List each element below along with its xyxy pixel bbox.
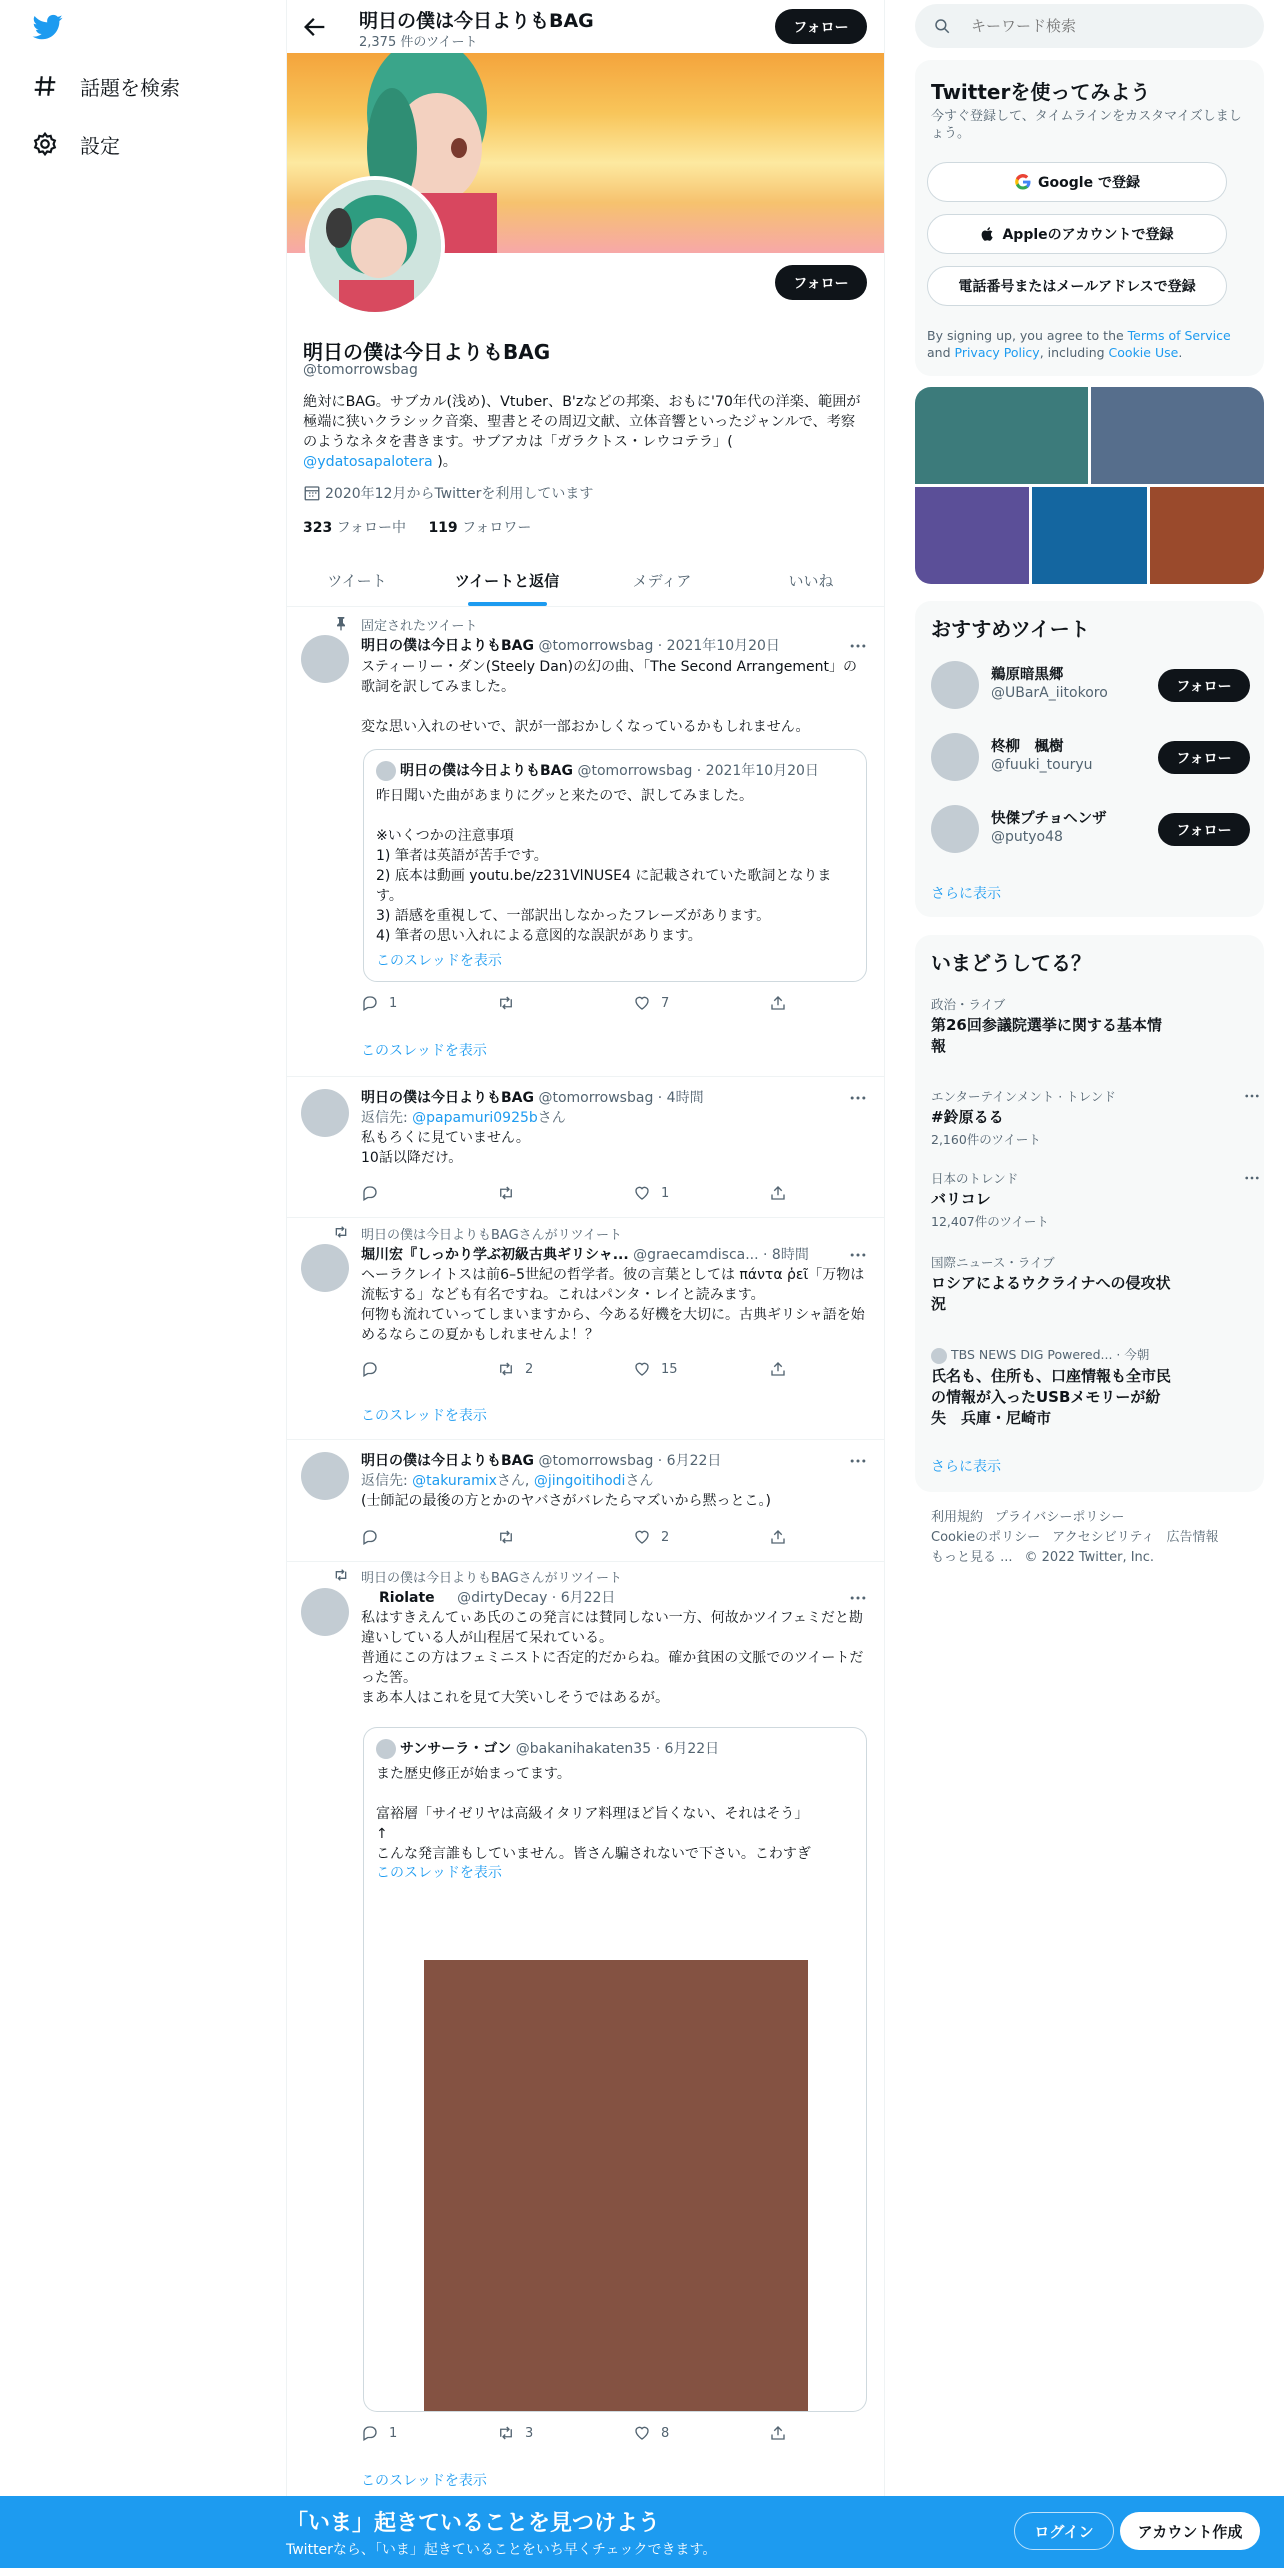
reply-suffix: さん <box>537 1110 566 1126</box>
tab-active-indicator <box>468 602 547 606</box>
trend-item[interactable] <box>931 1087 1251 1148</box>
signup-legal <box>927 327 1253 361</box>
bio-end: )。 <box>432 454 457 470</box>
retweet-context-icon <box>333 1567 349 1583</box>
retweet-button[interactable] <box>497 1184 525 1202</box>
recommended-follow-button[interactable]: フォロー <box>1158 669 1250 702</box>
retweet-context-icon <box>333 1224 349 1240</box>
footer-links <box>931 1508 1261 1568</box>
like-button[interactable] <box>633 994 669 1012</box>
retweet-button[interactable] <box>497 994 525 1012</box>
retweet-button[interactable] <box>497 1360 533 1378</box>
retweet-count: 2 <box>525 1361 534 1377</box>
footer-privacy[interactable]: プライバシーポリシー <box>995 1510 1125 1525</box>
recommended-follow-button[interactable]: フォロー <box>1158 741 1250 774</box>
trend-item[interactable] <box>931 995 1251 1057</box>
reply-count: 1 <box>389 995 398 1011</box>
privacy-link[interactable]: Privacy Policy <box>954 345 1040 360</box>
avatar[interactable] <box>931 661 979 709</box>
quoted-tweet[interactable] <box>363 749 867 982</box>
heart-icon <box>633 1360 651 1378</box>
recommended-show-more[interactable]: さらに表示 <box>931 886 1001 902</box>
legal-text-4: . <box>1178 345 1183 360</box>
trend-item[interactable] <box>931 1253 1251 1315</box>
apple-signup-label: Appleのアカウントで登録 <box>1002 227 1174 243</box>
profile-name: 明日の僕は今日よりもBAG <box>303 340 551 364</box>
share-icon <box>769 1528 787 1546</box>
tweet-text: (士師記の最後の方とかのヤバさがバレたらマズいから黙っとこ。) <box>361 1493 771 1509</box>
quote-meta: @tomorrowsbag · 2021年10月20日 <box>573 763 819 779</box>
bottom-signup-bar <box>0 2496 1284 2568</box>
back-arrow-icon[interactable] <box>301 13 329 41</box>
signup-button[interactable]: アカウント作成 <box>1120 2512 1260 2550</box>
trend-meta: 日本のトレンド <box>931 1171 1019 1186</box>
trend-title: 第26回参議院選挙に関する基本情報 <box>931 1016 1162 1055</box>
author-name[interactable]: Riolate <box>379 1590 435 1606</box>
reply-to <box>361 1108 866 1128</box>
avatar-artwork <box>309 180 441 312</box>
nav-explore[interactable] <box>32 64 180 108</box>
signup-title: Twitterを使ってみよう <box>931 80 1151 104</box>
gallery-image[interactable] <box>915 387 1088 484</box>
cookie-link[interactable]: Cookie Use <box>1108 345 1179 360</box>
google-icon <box>1014 173 1032 191</box>
quote-author: サンサーラ・ゴン <box>400 1741 512 1757</box>
quote-avatar <box>376 1739 396 1759</box>
reply-button[interactable] <box>361 1360 389 1378</box>
trend-count: 2,160件のツイート <box>931 1132 1041 1147</box>
trend-meta: 国際ニュース・ライブ <box>931 1255 1055 1270</box>
avatar[interactable] <box>301 1089 349 1137</box>
like-button[interactable] <box>633 2424 669 2442</box>
trend-meta: エンターテインメント · トレンド <box>931 1089 1116 1104</box>
reply-icon <box>361 1184 379 1202</box>
tweet-header <box>361 1587 831 1607</box>
following-label: フォロー中 <box>332 520 406 536</box>
retweet-icon <box>497 1528 515 1546</box>
footer-cookie[interactable]: Cookieのポリシー <box>931 1530 1041 1545</box>
search-box[interactable] <box>915 4 1264 48</box>
twitter-bird-icon[interactable] <box>30 12 66 42</box>
footer-accessibility[interactable]: アクセシビリティ <box>1052 1530 1155 1545</box>
recommended-card <box>915 601 1264 917</box>
header-follow-button[interactable]: フォロー <box>775 9 867 44</box>
tab-tweets-and-replies[interactable]: ツイートと返信 <box>454 572 560 590</box>
reply-icon <box>361 2424 379 2442</box>
trend-item[interactable] <box>931 1169 1251 1230</box>
tab-tweets[interactable]: ツイート <box>327 572 387 590</box>
news-avatar <box>931 1348 947 1364</box>
bottom-bar-title: 「いま」起きていることを見つけよう <box>286 2511 661 2536</box>
recommended-user-handle: @UBarA_iitokoro <box>991 685 1108 701</box>
recommended-user[interactable] <box>931 729 1251 785</box>
footer-terms[interactable]: 利用規約 <box>931 1510 984 1525</box>
like-count: 7 <box>661 995 670 1011</box>
like-count: 15 <box>661 1361 678 1377</box>
quote-show-thread[interactable]: このスレッドを表示 <box>376 953 502 969</box>
google-signup-button[interactable] <box>927 162 1227 202</box>
reply-prefix: 返信先: <box>361 1110 413 1126</box>
share-icon <box>769 1360 787 1378</box>
login-button[interactable]: ログイン <box>1014 2512 1114 2550</box>
trends-card <box>915 935 1264 1492</box>
more-icon[interactable] <box>1243 1169 1261 1187</box>
heart-icon <box>633 1528 651 1546</box>
avatar[interactable] <box>931 733 979 781</box>
avatar[interactable] <box>301 1588 349 1636</box>
author-name[interactable]: 明日の僕は今日よりもBAG <box>361 1090 534 1106</box>
quote-author: 明日の僕は今日よりもBAG <box>400 763 573 779</box>
share-button[interactable] <box>769 1360 797 1378</box>
tweet-text: 私もろくに見ていません。 10話以降だけ。 <box>361 1130 530 1166</box>
more-icon[interactable] <box>848 1451 868 1471</box>
reply-to-link-2[interactable]: @jingoitihodi <box>533 1473 626 1489</box>
nav-settings-label: 設定 <box>80 133 120 158</box>
show-thread-link[interactable]: このスレッドを表示 <box>361 1408 487 1424</box>
recommended-follow-button[interactable]: フォロー <box>1158 813 1250 846</box>
search-icon <box>933 17 951 35</box>
quote-avatar <box>376 761 396 781</box>
avatar[interactable] <box>931 805 979 853</box>
top-bar <box>287 0 884 53</box>
reply-to <box>361 1471 866 1491</box>
author-name[interactable]: 明日の僕は今日よりもBAG <box>361 638 534 654</box>
quote-text: 昨日聞いた曲があまりにグッと来たので、訳してみました。 ※いくつかの注意事項 1) 筆者は英語が苦手です。 2) 底本は動画 youtu.be/z231VlNUSE4 に記載されていた歌詞となります。 3) 語感を重視して、一部訳出しなかったフレーズがあります。 4) 筆者の思い入れによる意図的な誤訳があります。 <box>376 788 832 944</box>
author-meta: @tomorrowsbag · 6月22日 <box>534 1453 722 1469</box>
trend-title: ロシアによるウクライナへの侵攻状況 <box>931 1274 1171 1313</box>
tweet-header <box>361 1450 831 1470</box>
heart-icon <box>633 1184 651 1202</box>
trend-item[interactable] <box>931 1345 1251 1429</box>
recommended-user[interactable] <box>931 657 1251 713</box>
reply-icon <box>361 1528 379 1546</box>
profile-tabs <box>287 554 884 607</box>
tweet-text: 私はすきえんてぃあ氏のこの発言には賛同しない一方、何故かツイフェミだと勘違いしている人が山程居て呆れている。 普通にこの方はフェミニストに否定的だからね。確か貧困の文脈でのツイートだった筈。 まあ本人はこれを見て大笑いしそうではあるが。 <box>361 1610 864 1706</box>
trends-title: いまどうしてる？ <box>931 951 1091 975</box>
joined-text: 2020年12月からTwitterを利用しています <box>325 486 594 502</box>
quote-text: また歴史修正が始まってます。 富裕層「サイゼリヤは高級イタリア料理ほど旨くない、それはそう」 ↑ こんな発言誰もしていません。皆さん騙されないで下さい。こわすぎ <box>376 1766 811 1862</box>
reply-button[interactable] <box>361 1528 389 1546</box>
hashtag-icon <box>32 73 58 99</box>
pin-icon <box>333 615 349 631</box>
gallery-image[interactable] <box>915 487 1029 584</box>
tweet-header <box>361 1087 831 1107</box>
nav-explore-label: 話題を検索 <box>80 75 180 100</box>
following-count: 323 <box>303 520 333 536</box>
calendar-icon <box>303 484 321 502</box>
tweet-context: 固定されたツイート <box>361 619 478 634</box>
search-input[interactable] <box>971 17 1231 35</box>
more-icon[interactable] <box>1243 1087 1261 1105</box>
heart-icon <box>633 994 651 1012</box>
followers-count: 119 <box>428 520 458 536</box>
quote-show-thread[interactable]: このスレッドを表示 <box>376 1865 502 1881</box>
quote-media-frame <box>363 1960 867 2412</box>
google-signup-label: Google で登録 <box>1038 175 1140 191</box>
bottom-bar-subtitle: Twitterなら、「いま」起きていることをいち早くチェックできます。 <box>286 2542 717 2558</box>
author-meta: @dirtyDecay · 6月22日 <box>452 1590 616 1606</box>
like-button[interactable] <box>633 1184 669 1202</box>
recommended-user-handle: @fuuki_touryu <box>991 757 1093 773</box>
following-link[interactable] <box>303 520 406 536</box>
tweet-context: 明日の僕は今日よりもBAGさんがリツイート <box>361 1571 623 1586</box>
tweet-text: ヘーラクレイトスは前6–5世紀の哲学者。彼の言葉としては πάντα ῥεῖ「万物は流転する」なども有名ですね。これはパンタ・レイと読みます。 何物も流れていってしまいますから、今ある好機を大切に。古典ギリシャ語を始めるならこの夏かもしれませんよ！？ <box>361 1267 865 1343</box>
signup-card <box>915 60 1264 376</box>
tweet-text: スティーリー・ダン(Steely Dan)の幻の曲、「The Second Arrangement」の歌詞を訳してみました。 変な思い入れのせいで、訳が一部おかしくなっているかもしれません。 <box>361 659 857 735</box>
more-icon[interactable] <box>848 636 868 656</box>
reply-to-link[interactable]: @papamuri0925b <box>412 1110 538 1126</box>
share-button[interactable] <box>769 1184 797 1202</box>
footer-ads[interactable]: 広告情報 <box>1166 1530 1219 1545</box>
main-column <box>286 0 885 2568</box>
trend-count: 12,407件のツイート <box>931 1214 1049 1229</box>
tweet-actions <box>361 2424 791 2444</box>
retweet-icon <box>497 1184 515 1202</box>
like-count: 2 <box>661 1529 670 1545</box>
quote-media-image[interactable] <box>424 1960 808 2411</box>
tab-likes[interactable]: いいね <box>788 572 834 590</box>
profile-bio <box>303 392 863 472</box>
gear-icon <box>32 131 58 157</box>
reply-mid: さん, <box>496 1473 534 1489</box>
followers-label: フォロワー <box>457 520 532 536</box>
like-button[interactable] <box>633 1360 678 1378</box>
tweet-actions <box>361 994 791 1014</box>
show-thread-link[interactable]: このスレッドを表示 <box>361 1043 487 1059</box>
apple-icon <box>980 225 996 243</box>
followers-link[interactable] <box>428 520 531 536</box>
trend-title: バリコレ <box>931 1190 991 1208</box>
terms-link[interactable]: Terms of Service <box>1127 328 1231 343</box>
retweet-icon <box>497 994 515 1012</box>
gallery-image[interactable] <box>1150 487 1264 584</box>
recommended-user-handle: @putyo48 <box>991 829 1063 845</box>
avatar[interactable] <box>301 1244 349 1292</box>
recommended-user[interactable] <box>931 801 1251 857</box>
trend-title: 氏名も、住所も、口座情報も全市民の情報が入ったUSBメモリーが紛失 兵庫・尼崎市 <box>931 1366 1172 1427</box>
share-icon <box>769 994 787 1012</box>
left-nav <box>0 0 286 2568</box>
header-tweet-count: 2,375 件のツイート <box>359 35 478 50</box>
trend-meta: 政治・ライブ <box>931 997 1006 1012</box>
profile-joined <box>303 483 593 503</box>
share-button[interactable] <box>769 994 797 1012</box>
more-icon[interactable] <box>848 1245 868 1265</box>
reply-button[interactable] <box>361 1184 389 1202</box>
heart-icon <box>633 2424 651 2442</box>
tab-media[interactable]: メディア <box>632 572 692 590</box>
recommended-user-name: 鵜原暗黒郷 <box>991 667 1064 683</box>
tweet-actions <box>361 1184 791 1204</box>
show-thread-link[interactable]: このスレッドを表示 <box>361 2473 487 2489</box>
retweet-count: 3 <box>525 2425 534 2441</box>
tweet[interactable] <box>287 607 884 1077</box>
share-button[interactable] <box>769 1528 797 1546</box>
like-count: 8 <box>661 2425 670 2441</box>
author-name[interactable]: 堀川宏『しっかり学ぶ初級古典ギリシャ... <box>361 1247 629 1263</box>
retweet-button[interactable] <box>497 1528 525 1546</box>
apple-signup-button[interactable] <box>927 214 1227 254</box>
reply-to-link[interactable]: @takuramix <box>412 1473 497 1489</box>
retweet-icon <box>497 1360 515 1378</box>
header-name: 明日の僕は今日よりもBAG <box>359 10 594 32</box>
avatar[interactable] <box>301 1452 349 1500</box>
trend-meta: TBS NEWS DIG Powered... · 今朝 <box>951 1347 1150 1362</box>
share-button[interactable] <box>769 2424 797 2442</box>
tweet-context: 明日の僕は今日よりもBAGさんがリツイート <box>361 1228 623 1243</box>
gallery-image[interactable] <box>1091 387 1264 484</box>
recommended-title: おすすめツイート <box>931 617 1090 641</box>
retweet-icon <box>497 2424 515 2442</box>
tweet[interactable] <box>287 1077 884 1218</box>
author-meta: @tomorrowsbag · 2021年10月20日 <box>534 638 780 654</box>
profile-avatar[interactable] <box>305 176 445 316</box>
recommended-user-name: 快傑プチョヘンザ <box>991 811 1107 827</box>
tweet[interactable] <box>287 1562 884 2502</box>
avatar[interactable] <box>301 635 349 683</box>
quote-meta: @bakanihakaten35 · 6月22日 <box>511 1741 720 1757</box>
retweet-button[interactable] <box>497 2424 533 2442</box>
footer-more[interactable]: もっと見る ... <box>931 1550 1013 1565</box>
footer-copyright: © 2022 Twitter, Inc. <box>1024 1550 1155 1565</box>
reply-button[interactable] <box>361 994 397 1012</box>
quoted-tweet[interactable] <box>363 1727 867 1972</box>
phone-signup-button[interactable]: 電話番号またはメールアドレスで登録 <box>927 266 1227 306</box>
like-count: 1 <box>661 1185 670 1201</box>
reply-button[interactable] <box>361 2424 397 2442</box>
author-meta: @graecamdisca... · 8時間 <box>628 1247 809 1263</box>
bio-link[interactable]: @ydatosapalotera <box>303 454 433 470</box>
tweet-header <box>361 1244 831 1264</box>
reply-suffix: さん <box>625 1473 654 1489</box>
reply-icon <box>361 994 379 1012</box>
recommended-user-name: 柊柳 楓樹 <box>991 739 1064 755</box>
share-icon <box>769 1184 787 1202</box>
trend-meta-line <box>931 1345 1251 1364</box>
legal-text-3: , including <box>1039 345 1109 360</box>
more-icon[interactable] <box>848 1588 868 1608</box>
author-meta: @tomorrowsbag · 4時間 <box>534 1090 704 1106</box>
tweet-actions <box>361 1360 791 1380</box>
legal-text-2: and <box>927 345 955 360</box>
tweet-actions <box>361 1528 791 1548</box>
follow-stats <box>303 517 531 537</box>
bio-text: 絶対にBAG。サブカル(浅め)、Vtuber、B'zなどの邦楽、おもに'70年代の洋楽、範囲が極端に狭いクラシック音楽、聖書とその周辺文献、立体音響といったジャンルで、考察のようなネタを書きます。サブアカは「ガラクトス・レウコテラ」( <box>303 394 861 450</box>
tweet-header <box>361 635 831 655</box>
tweet[interactable] <box>287 1440 884 1562</box>
reply-prefix: 返信先: <box>361 1473 413 1489</box>
media-gallery <box>915 387 1264 584</box>
gallery-image[interactable] <box>1032 487 1147 584</box>
signup-subtitle: 今すぐ登録して、タイムラインをカスタマイズしましょう。 <box>931 109 1242 141</box>
quote-header <box>376 760 819 781</box>
reply-count: 1 <box>389 2425 398 2441</box>
profile-handle: @tomorrowsbag <box>303 362 418 378</box>
like-button[interactable] <box>633 1528 669 1546</box>
tweet[interactable] <box>287 1218 884 1440</box>
trends-show-more[interactable]: さらに表示 <box>931 1459 1001 1475</box>
quote-header <box>376 1738 719 1759</box>
reply-icon <box>361 1360 379 1378</box>
more-icon[interactable] <box>848 1088 868 1108</box>
trend-title: #鈴原るる <box>931 1108 1004 1126</box>
share-icon <box>769 2424 787 2442</box>
nav-settings[interactable] <box>32 122 120 166</box>
legal-text-1: By signing up, you agree to the <box>927 328 1128 343</box>
profile-follow-button[interactable]: フォロー <box>775 265 867 300</box>
author-name[interactable]: 明日の僕は今日よりもBAG <box>361 1453 534 1469</box>
